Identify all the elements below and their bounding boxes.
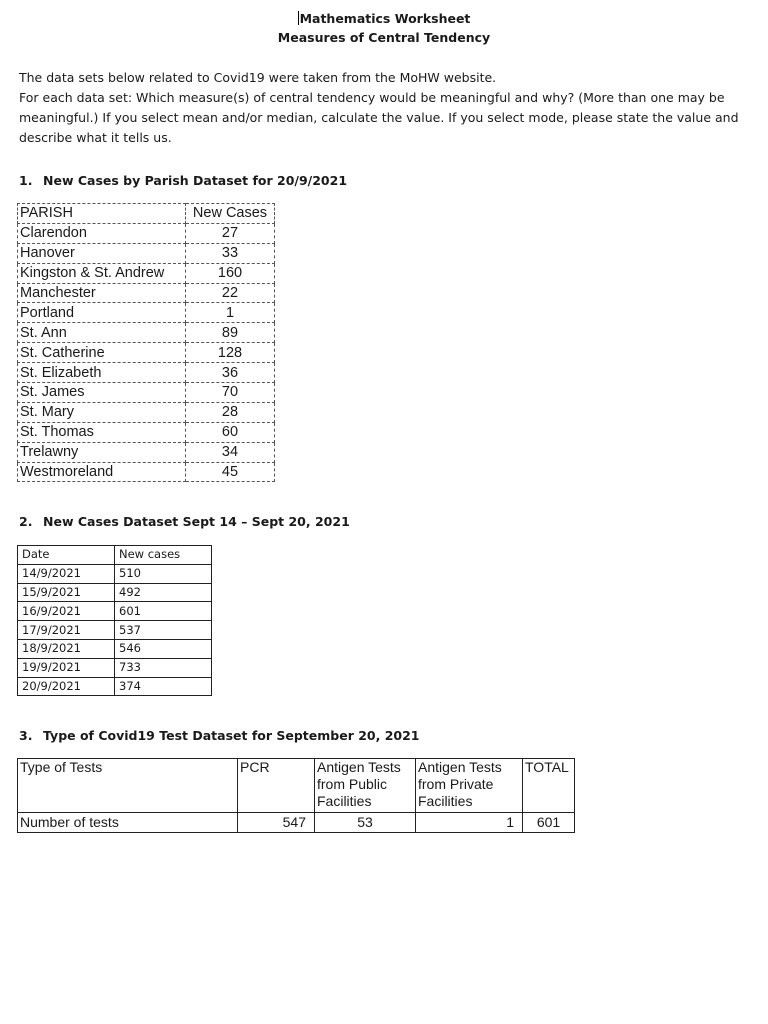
table-row bbox=[18, 677, 212, 696]
section-3-number: 3. bbox=[19, 728, 33, 743]
row-value-cell: 70 bbox=[186, 383, 275, 403]
section-1-heading bbox=[19, 173, 347, 188]
row-label-cell: St. Ann bbox=[18, 323, 186, 343]
table-row bbox=[18, 602, 212, 621]
worksheet-subtitle: Measures of Central Tendency bbox=[277, 30, 491, 45]
worksheet-title bbox=[0, 11, 768, 26]
row-label-cell: St. Thomas bbox=[18, 422, 186, 442]
table-row bbox=[18, 343, 275, 363]
table-header-row bbox=[18, 204, 275, 224]
table-row bbox=[18, 363, 275, 383]
row-value-cell: 22 bbox=[186, 283, 275, 303]
column-header-type-of-tests: Type of Tests bbox=[18, 759, 238, 813]
row-label-cell: Manchester bbox=[18, 283, 186, 303]
table-row bbox=[18, 243, 275, 263]
section-2-title: New Cases Dataset Sept 14 – Sept 20, 2021 bbox=[43, 514, 350, 529]
daily-cases-table bbox=[17, 545, 212, 696]
table-row bbox=[18, 383, 275, 403]
row-label-cell: Clarendon bbox=[18, 223, 186, 243]
row-value-cell: 28 bbox=[186, 402, 275, 422]
row-label-cell: 19/9/2021 bbox=[18, 658, 115, 677]
row-label: Number of tests bbox=[18, 813, 238, 833]
section-2-heading bbox=[19, 514, 350, 529]
table-row bbox=[18, 442, 275, 462]
row-label-cell: Westmoreland bbox=[18, 462, 186, 482]
row-value-cell: 492 bbox=[115, 583, 212, 602]
parish-cases-table bbox=[17, 203, 275, 482]
instructions bbox=[19, 68, 739, 148]
table-row bbox=[18, 639, 212, 658]
table-row bbox=[18, 283, 275, 303]
section-3-heading bbox=[19, 728, 420, 743]
row-label-cell: St. Catherine bbox=[18, 343, 186, 363]
row-value-cell: 601 bbox=[115, 602, 212, 621]
table-row bbox=[18, 323, 275, 343]
row-label-cell: St. James bbox=[18, 383, 186, 403]
antigen-private-count: 1 bbox=[416, 813, 523, 833]
text-cursor bbox=[298, 11, 299, 25]
antigen-public-count: 53 bbox=[315, 813, 416, 833]
row-label-cell: St. Elizabeth bbox=[18, 363, 186, 383]
table-row bbox=[18, 658, 212, 677]
test-types-table bbox=[17, 758, 575, 833]
total-count: 601 bbox=[523, 813, 575, 833]
table-row bbox=[18, 564, 212, 583]
row-value-cell: 374 bbox=[115, 677, 212, 696]
row-label-cell: 14/9/2021 bbox=[18, 564, 115, 583]
table-header-row bbox=[18, 546, 212, 565]
section-1-number: 1. bbox=[19, 173, 33, 188]
row-value-cell: 33 bbox=[186, 243, 275, 263]
table-header-row bbox=[18, 759, 575, 813]
row-label-cell: 20/9/2021 bbox=[18, 677, 115, 696]
row-value-cell: 36 bbox=[186, 363, 275, 383]
row-label-cell: 17/9/2021 bbox=[18, 621, 115, 640]
row-label-cell: St. Mary bbox=[18, 402, 186, 422]
column-header-date: Date bbox=[18, 546, 115, 565]
row-label-cell: 18/9/2021 bbox=[18, 639, 115, 658]
column-header-antigen-public: Antigen Tests from Public Facilities bbox=[315, 759, 416, 813]
pcr-count: 547 bbox=[238, 813, 315, 833]
column-header-parish: PARISH bbox=[18, 204, 186, 224]
row-value-cell: 1 bbox=[186, 303, 275, 323]
row-label-cell: Portland bbox=[18, 303, 186, 323]
table-row bbox=[18, 223, 275, 243]
column-header-new-cases: New Cases bbox=[186, 204, 275, 224]
column-header-antigen-private: Antigen Tests from Private Facilities bbox=[416, 759, 523, 813]
table-row bbox=[18, 303, 275, 323]
row-value-cell: 27 bbox=[186, 223, 275, 243]
row-value-cell: 34 bbox=[186, 442, 275, 462]
column-header-new-cases: New cases bbox=[115, 546, 212, 565]
row-value-cell: 546 bbox=[115, 639, 212, 658]
row-value-cell: 60 bbox=[186, 422, 275, 442]
column-header-total: TOTAL bbox=[523, 759, 575, 813]
section-1-title: New Cases by Parish Dataset for 20/9/2021 bbox=[43, 173, 348, 188]
row-label-cell: 15/9/2021 bbox=[18, 583, 115, 602]
table-row bbox=[18, 263, 275, 283]
row-label-cell: Kingston & St. Andrew bbox=[18, 263, 186, 283]
section-2-number: 2. bbox=[19, 514, 33, 529]
row-value-cell: 510 bbox=[115, 564, 212, 583]
section-3-title: Type of Covid19 Test Dataset for September 20, 2021 bbox=[43, 728, 420, 743]
worksheet-title-text: Mathematics Worksheet bbox=[299, 11, 471, 26]
column-header-pcr: PCR bbox=[238, 759, 315, 813]
row-label-cell: Trelawny bbox=[18, 442, 186, 462]
row-value-cell: 733 bbox=[115, 658, 212, 677]
table-row bbox=[18, 621, 212, 640]
table-row bbox=[18, 402, 275, 422]
row-value-cell: 160 bbox=[186, 263, 275, 283]
row-value-cell: 45 bbox=[186, 462, 275, 482]
row-label-cell: 16/9/2021 bbox=[18, 602, 115, 621]
instructions-line-1: The data sets below related to Covid19 were taken from the MoHW website. bbox=[19, 70, 497, 85]
table-row bbox=[18, 813, 575, 833]
row-value-cell: 89 bbox=[186, 323, 275, 343]
instructions-line-2: For each data set: Which measure(s) of central tendency would be meaningful and why? (More than one may be meaningful.) If you select mean and/or median, calculate the value. If you select mode, please state the value and describe what it tells us. bbox=[19, 90, 739, 145]
table-row bbox=[18, 583, 212, 602]
table-row bbox=[18, 462, 275, 482]
row-label-cell: Hanover bbox=[18, 243, 186, 263]
row-value-cell: 537 bbox=[115, 621, 212, 640]
row-value-cell: 128 bbox=[186, 343, 275, 363]
table-row bbox=[18, 422, 275, 442]
